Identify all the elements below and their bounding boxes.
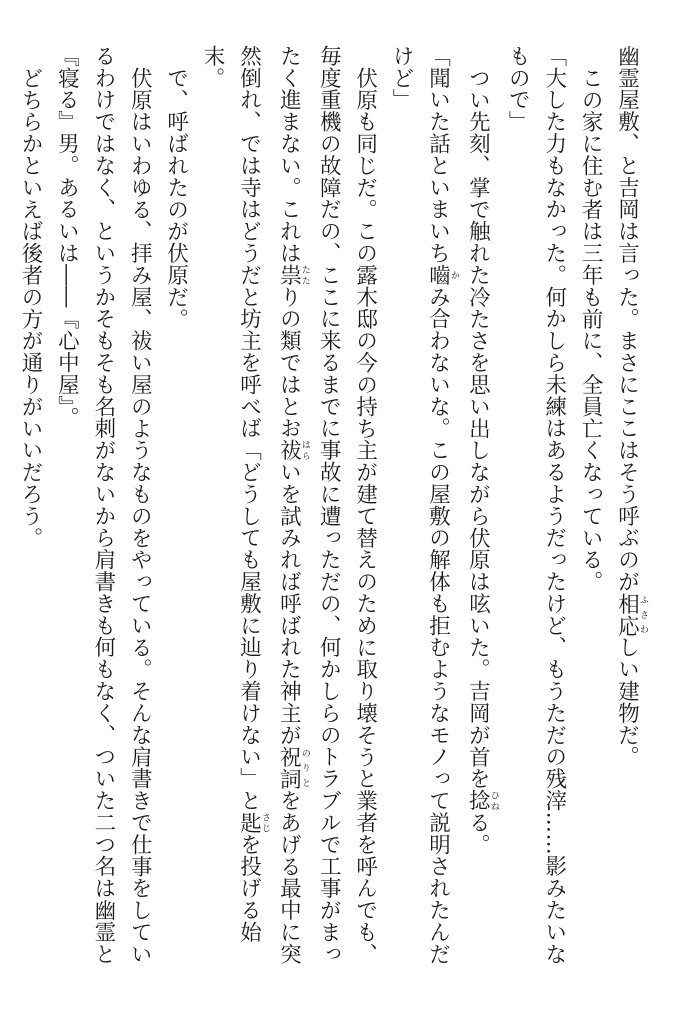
ruby-annotation [276, 264, 310, 286]
ruby-reading: か [448, 264, 459, 286]
text-run: しい建物だ。 [614, 636, 640, 768]
text-run: つい先刻、掌で触れた冷たさを思い出しながら伏原は呟いた。吉岡が首を [465, 66, 491, 790]
text-run: を投げる始 [236, 833, 262, 943]
text-line [84, 45, 120, 980]
ruby-reading: のりと [299, 745, 310, 790]
text-run: 伏原はいわゆる、拝み屋、祓い屋のようなものをやっている。そんな肩書きで仕事をしてい [127, 66, 153, 965]
ruby-base: 相応 [614, 592, 640, 637]
text-run: いを試みれば呼ばれた神主が [276, 461, 302, 746]
text-line [230, 45, 270, 980]
text-line [157, 45, 193, 980]
ruby-base: 祟 [276, 264, 302, 286]
text-line [459, 45, 499, 980]
ruby-annotation [614, 592, 648, 637]
text-line [270, 45, 310, 980]
ruby-base: 祓 [276, 439, 302, 462]
text-line [419, 45, 459, 980]
ruby-reading: ふさわ [638, 592, 648, 637]
ruby-annotation [465, 789, 499, 812]
text-run: るわけではなく、というかそもそも名刺がないから肩書きも何もなく、ついた二つ名は幽霊と [90, 45, 116, 965]
vertical-text-body [18, 45, 648, 980]
ruby-annotation [276, 745, 310, 790]
text-line [121, 45, 157, 980]
ruby-base: 嚙 [425, 264, 451, 286]
text-run: 毎度重機の故障だの、ここに来るまでに事故に遭っただの、何かしらのトラブルで工事がまっ [316, 45, 342, 965]
ruby-annotation [236, 811, 270, 834]
text-line [383, 45, 419, 980]
text-run: 末。 [200, 45, 226, 89]
text-line [499, 45, 535, 980]
text-run: 「聞いた話といまいち [425, 45, 451, 264]
text-run: りの類ではとお [276, 285, 302, 440]
text-run: どちらかといえば後者の方が通りがいいだろう。 [18, 66, 43, 549]
text-line [535, 45, 571, 980]
ruby-base: 捻 [465, 789, 491, 812]
text-run: で、呼ばれたのが伏原だ。 [163, 66, 189, 330]
ruby-reading: さじ [259, 811, 270, 834]
ruby-base: 匙 [236, 811, 262, 834]
ruby-annotation [425, 264, 459, 286]
text-run: もので」 [505, 45, 531, 133]
text-run: る。 [465, 811, 491, 855]
ruby-annotation [276, 439, 310, 462]
text-run: たく進まない。これは [276, 45, 302, 264]
ruby-reading: はら [299, 439, 310, 462]
text-line [346, 45, 382, 980]
text-run: 『寝る』男。あるいは――『心中屋』。 [54, 45, 80, 429]
text-line [310, 45, 346, 980]
text-run: 「大した力もなかった。何かしら未練はあるようだったけど、もうただの残滓……影みたいな [541, 45, 567, 965]
ruby-reading: たた [299, 264, 310, 286]
text-run: をあげる最中に突 [276, 789, 302, 965]
text-line [194, 45, 230, 980]
text-line [572, 45, 608, 980]
text-line [608, 45, 648, 980]
text-run: み合わないな。この屋敷の解体も拒むようなモノって説明されたんだ [425, 285, 451, 965]
text-line [48, 45, 84, 980]
text-run: 伏原も同じだ。この露木邸の今の持ち主が建て替えのために取り壊そうと業者を呼んでも、 [352, 66, 378, 965]
text-run: この家に住む者は三年も前に、全員亡くなっている。 [578, 66, 604, 593]
text-run: 然倒れ、では寺はどうだと坊主を呼べば「どうしても屋敷に辿り着けない」と [236, 45, 262, 812]
text-line [12, 45, 48, 980]
ruby-base: 祝詞 [276, 745, 302, 790]
text-run: 幽霊屋敷、と吉岡は言った。まさにここはそう呼ぶのが [614, 45, 640, 593]
ruby-reading: ひね [488, 789, 499, 812]
text-run: けど」 [389, 45, 415, 111]
